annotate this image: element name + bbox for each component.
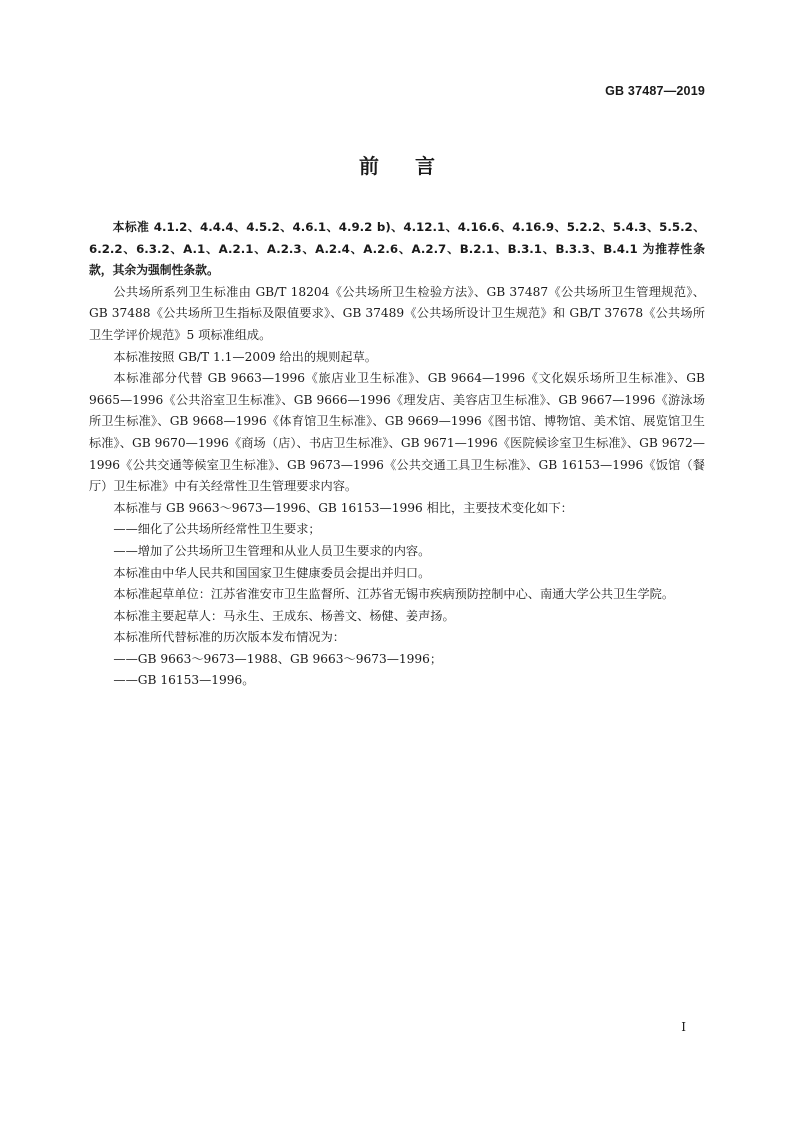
paragraph-changes-intro: 本标准与 GB 9663～9673—1996、GB 16153—1996 相比，主要技术变化如下： xyxy=(113,500,573,515)
standard-code: GB 37487—2019 xyxy=(605,84,705,98)
paragraph-history-item-2: ——GB 16153—1996。 xyxy=(113,673,255,688)
page-title: 前言 xyxy=(359,154,471,178)
page-number: I xyxy=(681,1020,686,1034)
paragraph-series: 公共场所系列卫生标准由 GB/T 18204《公共场所卫生检验方法》、GB 37487《公共场所卫生管理规范》、GB 37488《公共场所卫生指标及限值要求》、GB 37489《公共场所设计卫生规范》和 GB/T 37678《公共场所卫生学评价规范》5 项标准组成。 xyxy=(89,284,705,342)
paragraph-history-intro: 本标准所代替标准的历次版本发布情况为： xyxy=(113,630,345,645)
paragraph-proposer: 本标准由中华人民共和国国家卫生健康委员会提出并归口。 xyxy=(113,565,431,580)
paragraph-drafters: 本标准主要起草人：马永生、王成东、杨善文、杨健、姜声扬。 xyxy=(113,608,455,623)
foreword-body xyxy=(89,217,705,692)
paragraph-history-item-1: ——GB 9663～9673—1988、GB 9663～9673—1996； xyxy=(113,651,443,666)
paragraph-recommended-clauses: 本标准 4.1.2、4.4.4、4.5.2、4.6.1、4.9.2 b)、4.12.1、4.16.6、4.16.9、5.2.2、5.4.3、5.5.2、6.2.2、6.3.2、A.1、A.2.1、A.2.3、A.2.4、A.2.6、A.2.7、B.2.1、B.3.1、B.3.3、B.4.1 为推荐性条款，其余为强制性条款。 xyxy=(89,220,705,278)
paragraph-drafting-units: 本标准起草单位：江苏省淮安市卫生监督所、江苏省无锡市疾病预防控制中心、南通大学公共卫生学院。 xyxy=(113,587,675,602)
paragraph-change-item-2: ——增加了公共场所卫生管理和从业人员卫生要求的内容。 xyxy=(113,543,431,558)
paragraph-replaces: 本标准部分代替 GB 9663—1996《旅店业卫生标准》、GB 9664—1996《文化娱乐场所卫生标准》、GB 9665—1996《公共浴室卫生标准》、GB 9666—1996《理发店、美容店卫生标准》、GB 9667—1996《游泳场所卫生标准》、GB 9668—1996《体育馆卫生标准》、GB 9669—1996《图书馆、博物馆、美术馆、展览馆卫生标准》、GB 9670—1996《商场（店）、书店卫生标准》、GB 9671—1996《医院候诊室卫生标准》、GB 9672—1996《公共交通等候室卫生标准》、GB 9673—1996《公共交通工具卫生标准》、GB 16153—1996《饭馆（餐厅）卫生标准》中有关经常性卫生管理要求内容。 xyxy=(89,371,705,494)
paragraph-drafting-rules: 本标准按照 GB/T 1.1—2009 给出的规则起草。 xyxy=(113,349,377,364)
paragraph-change-item-1: ——细化了公共场所经常性卫生要求； xyxy=(113,522,321,537)
